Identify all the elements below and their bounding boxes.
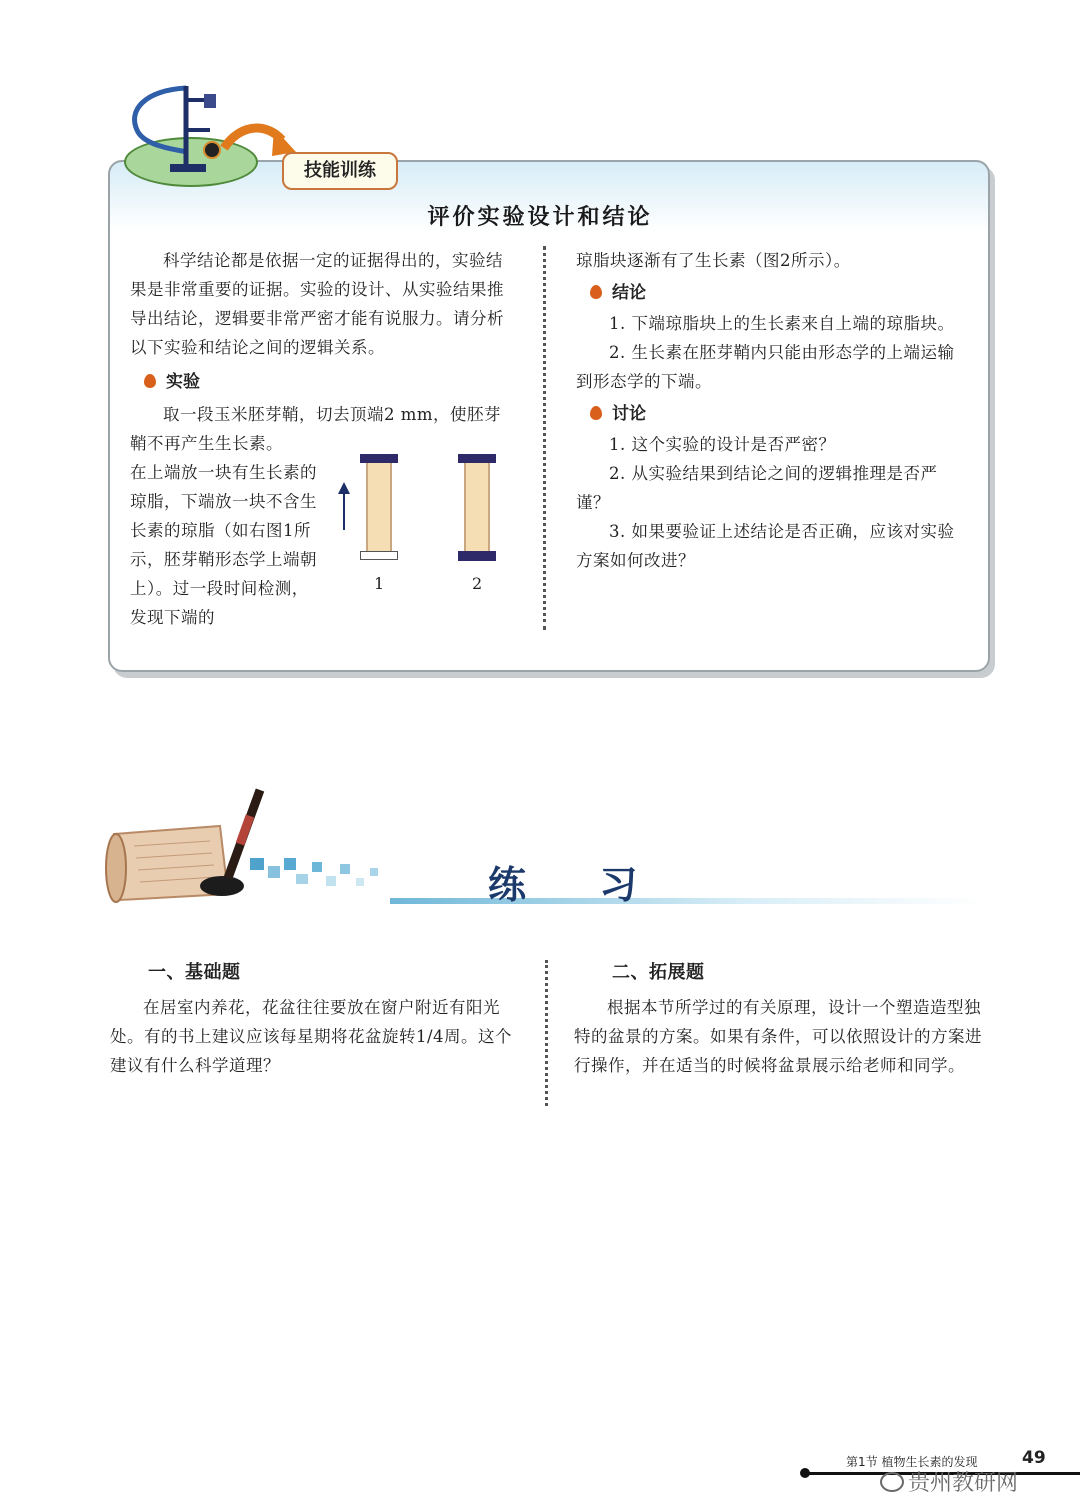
- wechat-icon: [880, 1472, 904, 1492]
- agar-block-plain-1: [360, 551, 398, 560]
- up-arrow-icon: [336, 482, 352, 532]
- conclusion-1: 1. 下端琼脂块上的生长素来自上端的琼脂块。: [609, 314, 955, 333]
- figure-label-1: 1: [374, 574, 385, 593]
- basic-text: 在居室内养花，花盆往往要放在窗户附近有阳光处。有的书上建议应该每星期将花盆旋转1/4周。这个建议有什么科学道理？: [110, 998, 513, 1075]
- basic-exercise: [110, 958, 522, 1080]
- extended-exercise: [574, 958, 986, 1080]
- experiment-heading: 实验: [144, 368, 518, 396]
- skill-title: 评价实验设计和结论: [427, 204, 653, 230]
- exercise-divider: [545, 960, 548, 1106]
- scroll-and-brush-illustration: [100, 786, 400, 916]
- discussion-3: 3. 如果要验证上述结论是否正确，应该对实验方案如何改进？: [576, 522, 955, 570]
- footer-dot: [800, 1468, 810, 1478]
- agar-block-with-auxin-2-top: [458, 454, 496, 463]
- skill-training-tab: 技能训练: [282, 152, 398, 190]
- column-divider: [543, 246, 546, 630]
- coleoptile-segment-2: [464, 463, 490, 551]
- drop-bullet-icon: [144, 374, 156, 388]
- agar-block-with-auxin-2-bottom: [458, 551, 496, 561]
- experiment-paragraph-1: 取一段玉米胚芽鞘，切去顶端2 mm，使胚芽鞘不再产生生长素。: [130, 405, 502, 453]
- watermark: 贵州教研网: [880, 1466, 1018, 1497]
- extended-heading: 二、拓展题: [612, 962, 705, 983]
- agar-figure: [330, 448, 530, 598]
- conclusion-heading: 结论: [590, 279, 964, 307]
- figure-label-2: 2: [472, 574, 483, 593]
- discussion-2: 2. 从实验结果到结论之间的逻辑推理是否严谨？: [576, 464, 938, 512]
- page-number: 49: [1022, 1448, 1046, 1468]
- coleoptile-segment-1: [366, 463, 392, 551]
- exercise-title: 练 习: [488, 862, 668, 907]
- footer-chapter: 第1节 植物生长素的发现: [846, 1455, 978, 1469]
- discussion-1: 1. 这个实验的设计是否严密？: [609, 435, 836, 454]
- drop-bullet-icon: [590, 285, 602, 299]
- continued-paragraph: 琼脂块逐渐有了生长素（图2所示）。: [576, 251, 851, 270]
- exercise-banner-line: [390, 898, 986, 904]
- skill-left-column: [130, 246, 518, 398]
- discussion-heading: 讨论: [590, 400, 964, 428]
- experiment-paragraph-2: 在上端放一块有生长素的琼脂，下端放一块不含生长素的琼脂（如右图1所示，胚芽鞘形态学上端朝上）。过一段时间检测，发现下端的: [130, 463, 317, 627]
- extended-text: 根据本节所学过的有关原理，设计一个塑造造型独特的盆景的方案。如果有条件，可以依照设计的方案进行操作，并在适当的时候将盆景展示给老师和同学。: [574, 998, 982, 1075]
- skill-right-column: [576, 246, 964, 575]
- intro-paragraph: 科学结论都是依据一定的证据得出的，实验结果是非常重要的证据。实验的设计、从实验结果推导出结论，逻辑要非常严密才能有说服力。请分析以下实验和结论之间的逻辑关系。: [130, 251, 504, 357]
- basic-heading: 一、基础题: [148, 962, 241, 983]
- conclusion-2: 2. 生长素在胚芽鞘内只能由形态学的上端运输到形态学的下端。: [576, 343, 955, 391]
- drop-bullet-icon: [590, 406, 602, 420]
- agar-block-with-auxin-1: [360, 454, 398, 463]
